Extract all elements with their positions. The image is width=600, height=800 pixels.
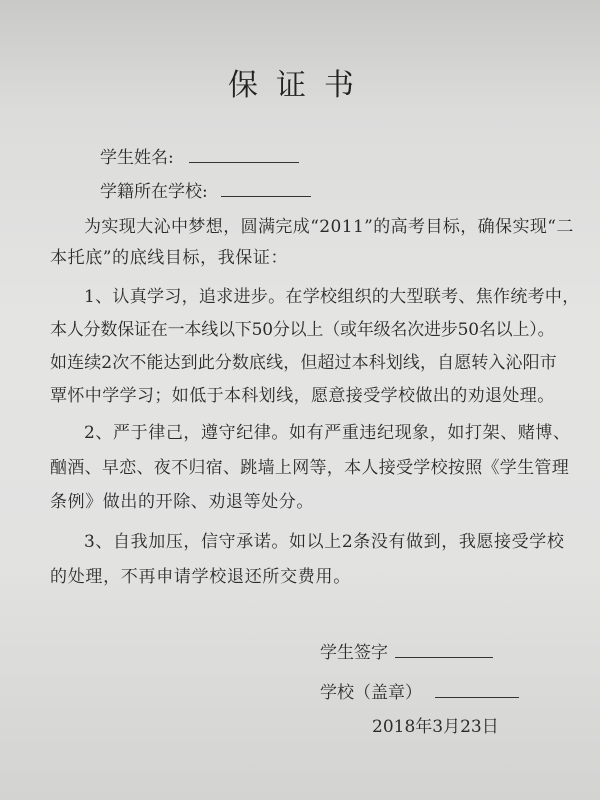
body-line: 2、严于律己，遵守纪律。如有严重违纪现象，如打架、赌博、 — [84, 423, 571, 443]
body-line: 本托底”的底线目标，我保证： — [50, 248, 289, 268]
body-line: 酗酒、早恋、夜不归宿、跳墙上网等，本人接受学校按照《学生管理 — [50, 458, 569, 478]
school-label: 学籍所在学校: — [100, 182, 208, 202]
body-line: 1、认真学习，追求进步。在学校组织的大型联考、焦作统考中， — [84, 287, 580, 307]
body-line: 如连续2次不能达到此分数底线，但超过本科划线，自愿转入沁阳市 — [50, 353, 557, 373]
body-line: 3、自我加压，信守承诺。如以上2条没有做到，我愿接受学校 — [84, 532, 565, 552]
school-seal-field — [320, 678, 519, 703]
body-line: 的处理，不再申请学校退还所交费用。 — [50, 567, 351, 587]
student-sign-label: 学生签字 — [320, 643, 388, 663]
school-blank — [221, 196, 311, 197]
body-line: 覃怀中学学习；如低于本科划线，愿意接受学校做出的劝退处理。 — [50, 386, 555, 406]
student-signature-field — [320, 638, 493, 663]
school-seal-label: 学校（盖章） — [320, 683, 422, 703]
student-sign-blank — [395, 657, 493, 658]
body-line: 条例》做出的开除、劝退等处分。 — [50, 492, 314, 512]
student-name-blank — [189, 162, 299, 163]
document-date: 2018年3月23日 — [372, 717, 499, 737]
student-name-field — [100, 143, 299, 168]
school-field — [100, 177, 311, 202]
document-title: 保证书 — [228, 68, 372, 103]
student-name-label: 学生姓名: — [100, 148, 174, 168]
school-seal-blank — [435, 697, 519, 698]
body-line: 本人分数保证在一本线以下50分以上（或年级名次进步50名以上）。 — [50, 320, 555, 340]
body-line: 为实现大沁中梦想，圆满完成“2011”的高考目标，确保实现“二 — [84, 217, 574, 237]
